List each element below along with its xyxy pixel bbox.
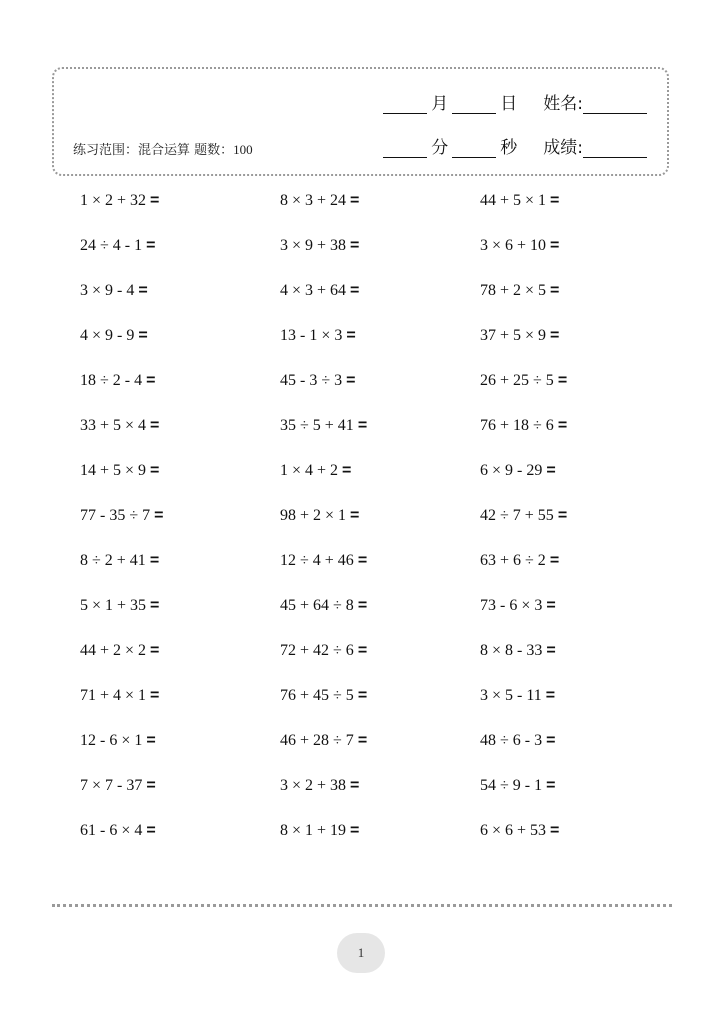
footer-divider	[52, 904, 672, 907]
problem-row	[80, 595, 680, 640]
problem-count: 100	[233, 142, 253, 157]
math-problem[interactable]	[80, 505, 280, 550]
equals-sign: =	[146, 777, 156, 794]
equals-sign: =	[350, 822, 360, 839]
math-problem[interactable]	[480, 235, 680, 280]
problem-row	[80, 460, 680, 505]
name-label: 姓名:	[543, 94, 583, 114]
problem-expression: 48 ÷ 6 - 3	[480, 732, 543, 749]
problem-row	[80, 190, 680, 235]
math-problem[interactable]	[80, 640, 280, 685]
math-problem[interactable]	[480, 505, 680, 550]
name-blank[interactable]	[583, 113, 647, 114]
equals-sign: =	[350, 507, 360, 524]
equals-sign: =	[350, 237, 360, 254]
problem-expression: 33 + 5 × 4	[80, 417, 147, 434]
math-problem[interactable]	[280, 370, 480, 415]
time-score-row	[383, 133, 647, 158]
equals-sign: =	[138, 282, 148, 299]
problem-expression: 8 × 1 + 19	[280, 822, 347, 839]
equals-sign: =	[346, 372, 356, 389]
problem-expression: 46 + 28 ÷ 7	[280, 732, 354, 749]
equals-sign: =	[557, 417, 568, 434]
math-problem[interactable]	[480, 775, 680, 820]
math-problem[interactable]	[480, 685, 680, 730]
problem-row	[80, 685, 680, 730]
equals-sign: =	[150, 417, 160, 434]
problem-expression: 45 + 64 ÷ 8	[280, 597, 354, 614]
equals-sign: =	[146, 822, 156, 839]
equals-sign: =	[357, 732, 368, 749]
math-problem[interactable]	[480, 595, 680, 640]
math-problem[interactable]	[280, 595, 480, 640]
math-problem[interactable]	[80, 595, 280, 640]
math-problem[interactable]	[480, 325, 680, 370]
problem-expression: 42 ÷ 7 + 55	[480, 507, 554, 524]
problem-expression: 98 + 2 × 1	[280, 507, 347, 524]
math-problem[interactable]	[480, 190, 680, 235]
problem-expression: 18 ÷ 2 - 4	[80, 372, 143, 389]
math-problem[interactable]	[480, 460, 680, 505]
problem-expression: 61 - 6 × 4	[80, 822, 143, 839]
problem-expression: 63 + 6 ÷ 2	[480, 552, 546, 569]
math-problem[interactable]	[80, 280, 280, 325]
equals-sign: =	[146, 237, 156, 254]
problem-row	[80, 325, 680, 370]
equals-sign: =	[150, 462, 160, 479]
problem-expression: 24 ÷ 4 - 1	[80, 237, 143, 254]
math-problem[interactable]	[480, 730, 680, 775]
math-problem[interactable]	[80, 415, 280, 460]
problem-expression: 71 + 4 × 1	[80, 687, 147, 704]
day-label: 日	[500, 94, 518, 114]
equals-sign: =	[154, 507, 164, 524]
equals-sign: =	[545, 687, 556, 704]
problem-expression: 1 × 4 + 2	[280, 462, 339, 479]
problem-expression: 7 × 7 - 37	[80, 777, 143, 794]
problem-expression: 6 × 9 - 29	[480, 462, 543, 479]
problem-row	[80, 550, 680, 595]
problem-row	[80, 280, 680, 325]
math-problem[interactable]	[480, 550, 680, 595]
month-label: 月	[431, 94, 449, 114]
problem-expression: 3 × 5 - 11	[480, 687, 542, 704]
math-problem[interactable]	[80, 460, 280, 505]
problem-expression: 13 - 1 × 3	[280, 327, 343, 344]
second-label: 秒	[500, 138, 518, 158]
equals-sign: =	[550, 822, 560, 839]
problem-expression: 35 ÷ 5 + 41	[280, 417, 354, 434]
equals-sign: =	[150, 597, 160, 614]
math-problem[interactable]	[280, 775, 480, 820]
math-problem[interactable]	[280, 685, 480, 730]
problem-expression: 45 - 3 ÷ 3	[280, 372, 343, 389]
equals-sign: =	[550, 237, 560, 254]
date-name-row	[383, 89, 647, 114]
problem-expression: 3 × 9 - 4	[80, 282, 135, 299]
minute-blank[interactable]	[383, 157, 427, 158]
equals-sign: =	[546, 597, 556, 614]
equals-sign: =	[557, 507, 568, 524]
equals-sign: =	[546, 777, 556, 794]
equals-sign: =	[350, 192, 360, 209]
equals-sign: =	[357, 687, 368, 704]
equals-sign: =	[550, 282, 560, 299]
math-problem[interactable]	[280, 280, 480, 325]
equals-sign: =	[546, 642, 556, 659]
math-problem[interactable]	[480, 370, 680, 415]
problem-row	[80, 820, 680, 865]
math-problem[interactable]	[280, 820, 480, 865]
equals-sign: =	[150, 687, 160, 704]
problem-row	[80, 775, 680, 820]
equals-sign: =	[150, 642, 160, 659]
math-problem[interactable]	[480, 820, 680, 865]
minute-label: 分	[431, 138, 449, 158]
equals-sign: =	[146, 732, 156, 749]
math-problem[interactable]	[80, 730, 280, 775]
equals-sign: =	[557, 372, 568, 389]
math-problem[interactable]	[280, 730, 480, 775]
worksheet-header	[52, 67, 669, 176]
problem-expression: 73 - 6 × 3	[480, 597, 543, 614]
math-problem[interactable]	[280, 505, 480, 550]
equals-sign: =	[549, 552, 560, 569]
score-blank[interactable]	[583, 157, 647, 158]
math-problem[interactable]	[80, 685, 280, 730]
problem-expression: 3 × 6 + 10	[480, 237, 547, 254]
problem-expression: 44 + 5 × 1	[480, 192, 547, 209]
math-problem[interactable]	[280, 190, 480, 235]
math-problem[interactable]	[280, 235, 480, 280]
problem-expression: 12 ÷ 4 + 46	[280, 552, 354, 569]
practice-scope	[73, 139, 253, 158]
equals-sign: =	[357, 552, 368, 569]
second-blank[interactable]	[452, 157, 496, 158]
problem-expression: 1 × 2 + 32	[80, 192, 147, 209]
page-number: 1	[337, 933, 385, 973]
problem-expression: 4 × 3 + 64	[280, 282, 347, 299]
problem-expression: 6 × 6 + 53	[480, 822, 547, 839]
equals-sign: =	[350, 282, 360, 299]
problem-expression: 77 - 35 ÷ 7	[80, 507, 151, 524]
problem-row	[80, 640, 680, 685]
problem-expression: 4 × 9 - 9	[80, 327, 135, 344]
math-problem[interactable]	[80, 190, 280, 235]
math-problem[interactable]	[480, 280, 680, 325]
score-label: 成绩:	[543, 138, 583, 158]
math-problem[interactable]	[80, 550, 280, 595]
equals-sign: =	[546, 732, 556, 749]
problem-expression: 12 - 6 × 1	[80, 732, 143, 749]
equals-sign: =	[357, 417, 368, 434]
math-problem[interactable]	[280, 415, 480, 460]
math-problem[interactable]	[280, 550, 480, 595]
month-blank[interactable]	[383, 113, 427, 114]
problem-expression: 3 × 2 + 38	[280, 777, 347, 794]
problem-expression: 78 + 2 × 5	[480, 282, 547, 299]
equals-sign: =	[350, 777, 360, 794]
problem-row	[80, 235, 680, 280]
problem-expression: 5 × 1 + 35	[80, 597, 147, 614]
problem-expression: 76 + 45 ÷ 5	[280, 687, 354, 704]
equals-sign: =	[550, 192, 560, 209]
problem-expression: 8 ÷ 2 + 41	[80, 552, 146, 569]
equals-sign: =	[346, 327, 356, 344]
problem-expression: 8 × 8 - 33	[480, 642, 543, 659]
equals-sign: =	[546, 462, 556, 479]
math-problem[interactable]	[280, 325, 480, 370]
math-problem[interactable]	[80, 820, 280, 865]
problem-expression: 72 + 42 ÷ 6	[280, 642, 354, 659]
math-problem[interactable]	[480, 415, 680, 460]
scope-text: 练习范围：混合运算 题数：	[73, 143, 234, 158]
math-problem[interactable]	[280, 460, 480, 505]
equals-sign: =	[138, 327, 148, 344]
equals-sign: =	[149, 552, 160, 569]
day-blank[interactable]	[452, 113, 496, 114]
math-problem[interactable]	[480, 640, 680, 685]
math-problem[interactable]	[80, 370, 280, 415]
equals-sign: =	[550, 327, 560, 344]
equals-sign: =	[357, 597, 368, 614]
problem-expression: 44 + 2 × 2	[80, 642, 147, 659]
math-problem[interactable]	[80, 235, 280, 280]
problem-expression: 14 + 5 × 9	[80, 462, 147, 479]
problem-expression: 26 + 25 ÷ 5	[480, 372, 554, 389]
problem-expression: 3 × 9 + 38	[280, 237, 347, 254]
problem-row	[80, 370, 680, 415]
math-problem[interactable]	[280, 640, 480, 685]
problem-expression: 8 × 3 + 24	[280, 192, 347, 209]
problem-expression: 54 ÷ 9 - 1	[480, 777, 543, 794]
problem-expression: 37 + 5 × 9	[480, 327, 547, 344]
math-problem[interactable]	[80, 325, 280, 370]
problem-row	[80, 505, 680, 550]
problem-row	[80, 730, 680, 775]
problem-row	[80, 415, 680, 460]
problem-grid	[80, 190, 680, 865]
equals-sign: =	[342, 462, 352, 479]
equals-sign: =	[357, 642, 368, 659]
equals-sign: =	[146, 372, 156, 389]
equals-sign: =	[150, 192, 160, 209]
problem-expression: 76 + 18 ÷ 6	[480, 417, 554, 434]
math-problem[interactable]	[80, 775, 280, 820]
